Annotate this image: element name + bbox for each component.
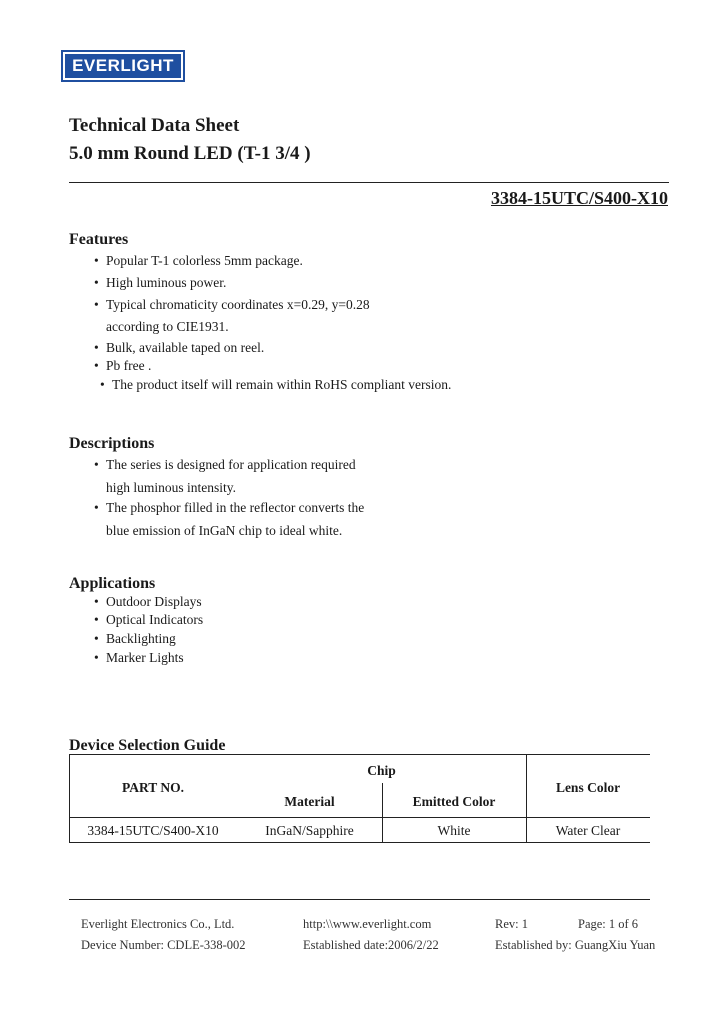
features-heading: Features bbox=[69, 231, 129, 248]
footer-url[interactable]: http:\\www.everlight.com bbox=[303, 917, 432, 931]
header-rule bbox=[69, 182, 669, 183]
footer-device-number: Device Number: CDLE-338-002 bbox=[81, 938, 246, 952]
description-item-continued: high luminous intensity. bbox=[106, 480, 237, 495]
feature-item: • High luminous power. bbox=[94, 275, 227, 290]
footer-page: Page: 1 of 6 bbox=[578, 917, 639, 931]
footer-established-by: Established by: GuangXiu Yuan bbox=[495, 938, 656, 952]
footer-company: Everlight Electronics Co., Ltd. bbox=[81, 917, 235, 931]
application-item: • Optical Indicators bbox=[94, 612, 204, 627]
header-emitted-color: Emitted Color bbox=[412, 794, 496, 809]
cell-material: InGaN/Sapphire bbox=[265, 823, 354, 838]
selection-guide-table bbox=[69, 754, 650, 844]
logo-text: EVERLIGHT bbox=[65, 54, 181, 78]
footer-established-date: Established date:2006/2/22 bbox=[303, 938, 439, 952]
description-item: • The series is designed for application required bbox=[94, 457, 356, 472]
feature-item: • Typical chromaticity coordinates x=0.29, y=0.28 bbox=[94, 297, 370, 312]
header-part-no: PART NO. bbox=[121, 780, 185, 795]
cell-lens-color: Water Clear bbox=[555, 823, 621, 838]
everlight-logo bbox=[61, 50, 185, 82]
feature-item: • The product itself will remain within RoHS compliant version. bbox=[100, 377, 452, 392]
feature-item: • Pb free . bbox=[94, 358, 152, 373]
header-chip: Chip bbox=[367, 763, 396, 778]
feature-item: • Bulk, available taped on reel. bbox=[94, 340, 265, 355]
descriptions-heading: Descriptions bbox=[69, 435, 155, 452]
document-title: Technical Data Sheet bbox=[69, 115, 240, 136]
application-item: • Marker Lights bbox=[94, 650, 184, 665]
feature-item-continued: according to CIE1931. bbox=[106, 319, 229, 334]
application-item: • Outdoor Displays bbox=[94, 594, 202, 609]
document-subtitle: 5.0 mm Round LED (T-1 3/4 ) bbox=[69, 143, 311, 164]
cell-part-no: 3384-15UTC/S400-X10 bbox=[87, 823, 219, 838]
cell-emitted-color: White bbox=[437, 823, 471, 838]
application-item: • Backlighting bbox=[94, 631, 176, 646]
header-material: Material bbox=[284, 794, 335, 809]
header-lens-color: Lens Color bbox=[555, 780, 621, 795]
part-number-heading: 3384-15UTC/S400-X10 bbox=[490, 188, 668, 208]
footer-rev: Rev: 1 bbox=[495, 917, 528, 931]
footer-rule bbox=[69, 899, 650, 900]
description-item: • The phosphor filled in the reflector converts the bbox=[94, 500, 365, 515]
applications-heading: Applications bbox=[69, 575, 156, 592]
selection-guide-heading: Device Selection Guide bbox=[69, 737, 226, 754]
feature-item: • Popular T-1 colorless 5mm package. bbox=[94, 253, 303, 268]
description-item-continued: blue emission of InGaN chip to ideal white. bbox=[106, 523, 343, 538]
